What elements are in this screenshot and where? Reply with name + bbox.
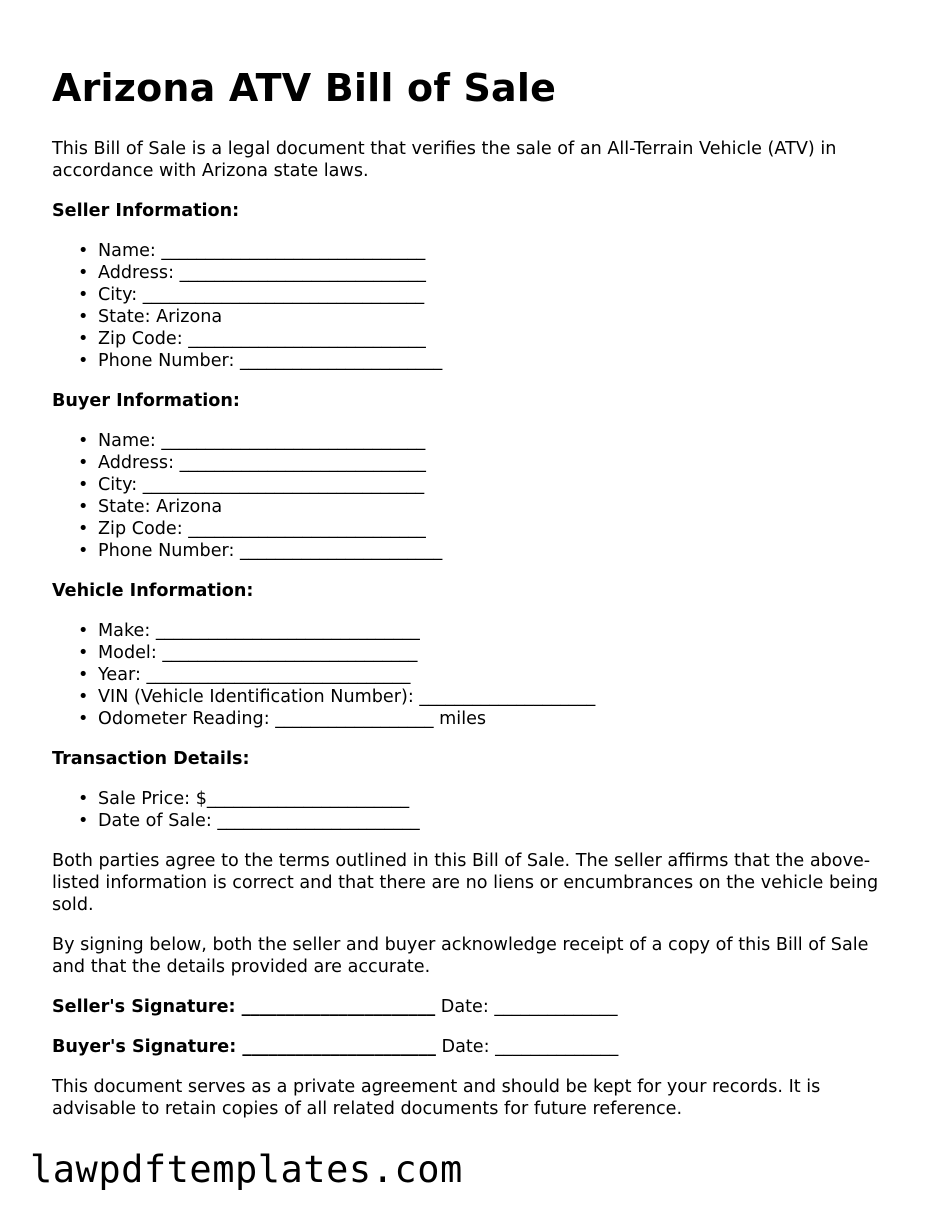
- seller-section-heading: Seller Information:: [52, 201, 240, 221]
- buyer-city-field[interactable]: City: ________________________________: [98, 475, 425, 495]
- list-item: [78, 452, 892, 474]
- bullet-icon: •: [78, 789, 89, 809]
- list-item: [78, 664, 892, 686]
- bullet-icon: •: [78, 643, 89, 663]
- site-watermark: lawpdftemplates.com: [30, 1148, 463, 1191]
- page-title: Arizona ATV Bill of Sale: [52, 66, 557, 110]
- list-item: [78, 350, 892, 372]
- vehicle-section-heading: Vehicle Information:: [52, 581, 254, 601]
- acknowledgment-paragraph: By signing below, both the seller and buyer acknowledge receipt of a copy of this Bill of Sale and that the details provided are accurate.: [52, 935, 869, 977]
- buyer-date-field[interactable]: Date: ______________: [435, 1037, 619, 1057]
- agreement-paragraph: Both parties agree to the terms outlined in this Bill of Sale. The seller affirms that the above-listed information is correct and that there are no liens or encumbrances on the vehicle being sold.: [52, 851, 879, 915]
- list-item: [78, 540, 892, 562]
- transaction-section-heading: Transaction Details:: [52, 749, 250, 769]
- list-item: [78, 306, 892, 328]
- vehicle-info-list: [52, 620, 892, 730]
- bullet-icon: •: [78, 665, 89, 685]
- intro-paragraph: This Bill of Sale is a legal document that verifies the sale of an All-Terrain Vehicle (ATV) in accordance with Arizona state laws.: [52, 139, 837, 181]
- seller-info-list: [52, 240, 892, 372]
- bullet-icon: •: [78, 475, 89, 495]
- bullet-icon: •: [78, 811, 89, 831]
- list-item: [78, 284, 892, 306]
- list-item: [78, 430, 892, 452]
- bullet-icon: •: [78, 263, 89, 283]
- list-item: [78, 642, 892, 664]
- bullet-icon: •: [78, 519, 89, 539]
- bullet-icon: •: [78, 541, 89, 561]
- buyer-state-value: State: Arizona: [98, 497, 223, 517]
- seller-name-field[interactable]: Name: ______________________________: [98, 241, 426, 261]
- buyer-signature-field[interactable]: Buyer's Signature: ______________________: [52, 1037, 436, 1057]
- seller-city-field[interactable]: City: ________________________________: [98, 285, 425, 305]
- list-item: [78, 708, 892, 730]
- list-item: [78, 262, 892, 284]
- buyer-signature-line: [52, 1036, 892, 1058]
- bullet-icon: •: [78, 329, 89, 349]
- seller-address-field[interactable]: Address: ____________________________: [98, 263, 426, 283]
- buyer-phone-field[interactable]: Phone Number: _______________________: [98, 541, 443, 561]
- list-item: [78, 240, 892, 262]
- seller-date-field[interactable]: Date: ______________: [435, 997, 618, 1017]
- seller-signature-line: [52, 996, 892, 1018]
- bullet-icon: •: [78, 621, 89, 641]
- closing-paragraph: This document serves as a private agreement and should be kept for your records. It is advisable to retain copies of all related documents for future reference.: [52, 1077, 821, 1119]
- buyer-address-field[interactable]: Address: ____________________________: [98, 453, 426, 473]
- buyer-section-heading: Buyer Information:: [52, 391, 240, 411]
- vehicle-odometer-field[interactable]: Odometer Reading: __________________ miles: [98, 709, 487, 729]
- vehicle-model-field[interactable]: Model: _____________________________: [98, 643, 418, 663]
- seller-zip-field[interactable]: Zip Code: ___________________________: [98, 329, 426, 349]
- transaction-details-list: [52, 788, 892, 832]
- list-item: [78, 518, 892, 540]
- vehicle-make-field[interactable]: Make: ______________________________: [98, 621, 420, 641]
- bullet-icon: •: [78, 431, 89, 451]
- sale-price-field[interactable]: Sale Price: $_______________________: [98, 789, 410, 809]
- bill-of-sale-document: [52, 62, 892, 1138]
- date-of-sale-field[interactable]: Date of Sale: _______________________: [98, 811, 420, 831]
- seller-phone-field[interactable]: Phone Number: _______________________: [98, 351, 443, 371]
- bullet-icon: •: [78, 453, 89, 473]
- bullet-icon: •: [78, 687, 89, 707]
- buyer-zip-field[interactable]: Zip Code: ___________________________: [98, 519, 426, 539]
- list-item: [78, 686, 892, 708]
- list-item: [78, 328, 892, 350]
- seller-state-value: State: Arizona: [98, 307, 223, 327]
- seller-signature-field[interactable]: Seller's Signature: ______________________: [52, 997, 436, 1017]
- bullet-icon: •: [78, 307, 89, 327]
- bullet-icon: •: [78, 241, 89, 261]
- bullet-icon: •: [78, 285, 89, 305]
- vehicle-vin-field[interactable]: VIN (Vehicle Identification Number): ____________________: [98, 687, 596, 707]
- list-item: [78, 620, 892, 642]
- bullet-icon: •: [78, 351, 89, 371]
- list-item: [78, 496, 892, 518]
- bullet-icon: •: [78, 497, 89, 517]
- buyer-info-list: [52, 430, 892, 562]
- list-item: [78, 788, 892, 810]
- buyer-name-field[interactable]: Name: ______________________________: [98, 431, 426, 451]
- list-item: [78, 474, 892, 496]
- vehicle-year-field[interactable]: Year: ______________________________: [98, 665, 411, 685]
- bullet-icon: •: [78, 709, 89, 729]
- list-item: [78, 810, 892, 832]
